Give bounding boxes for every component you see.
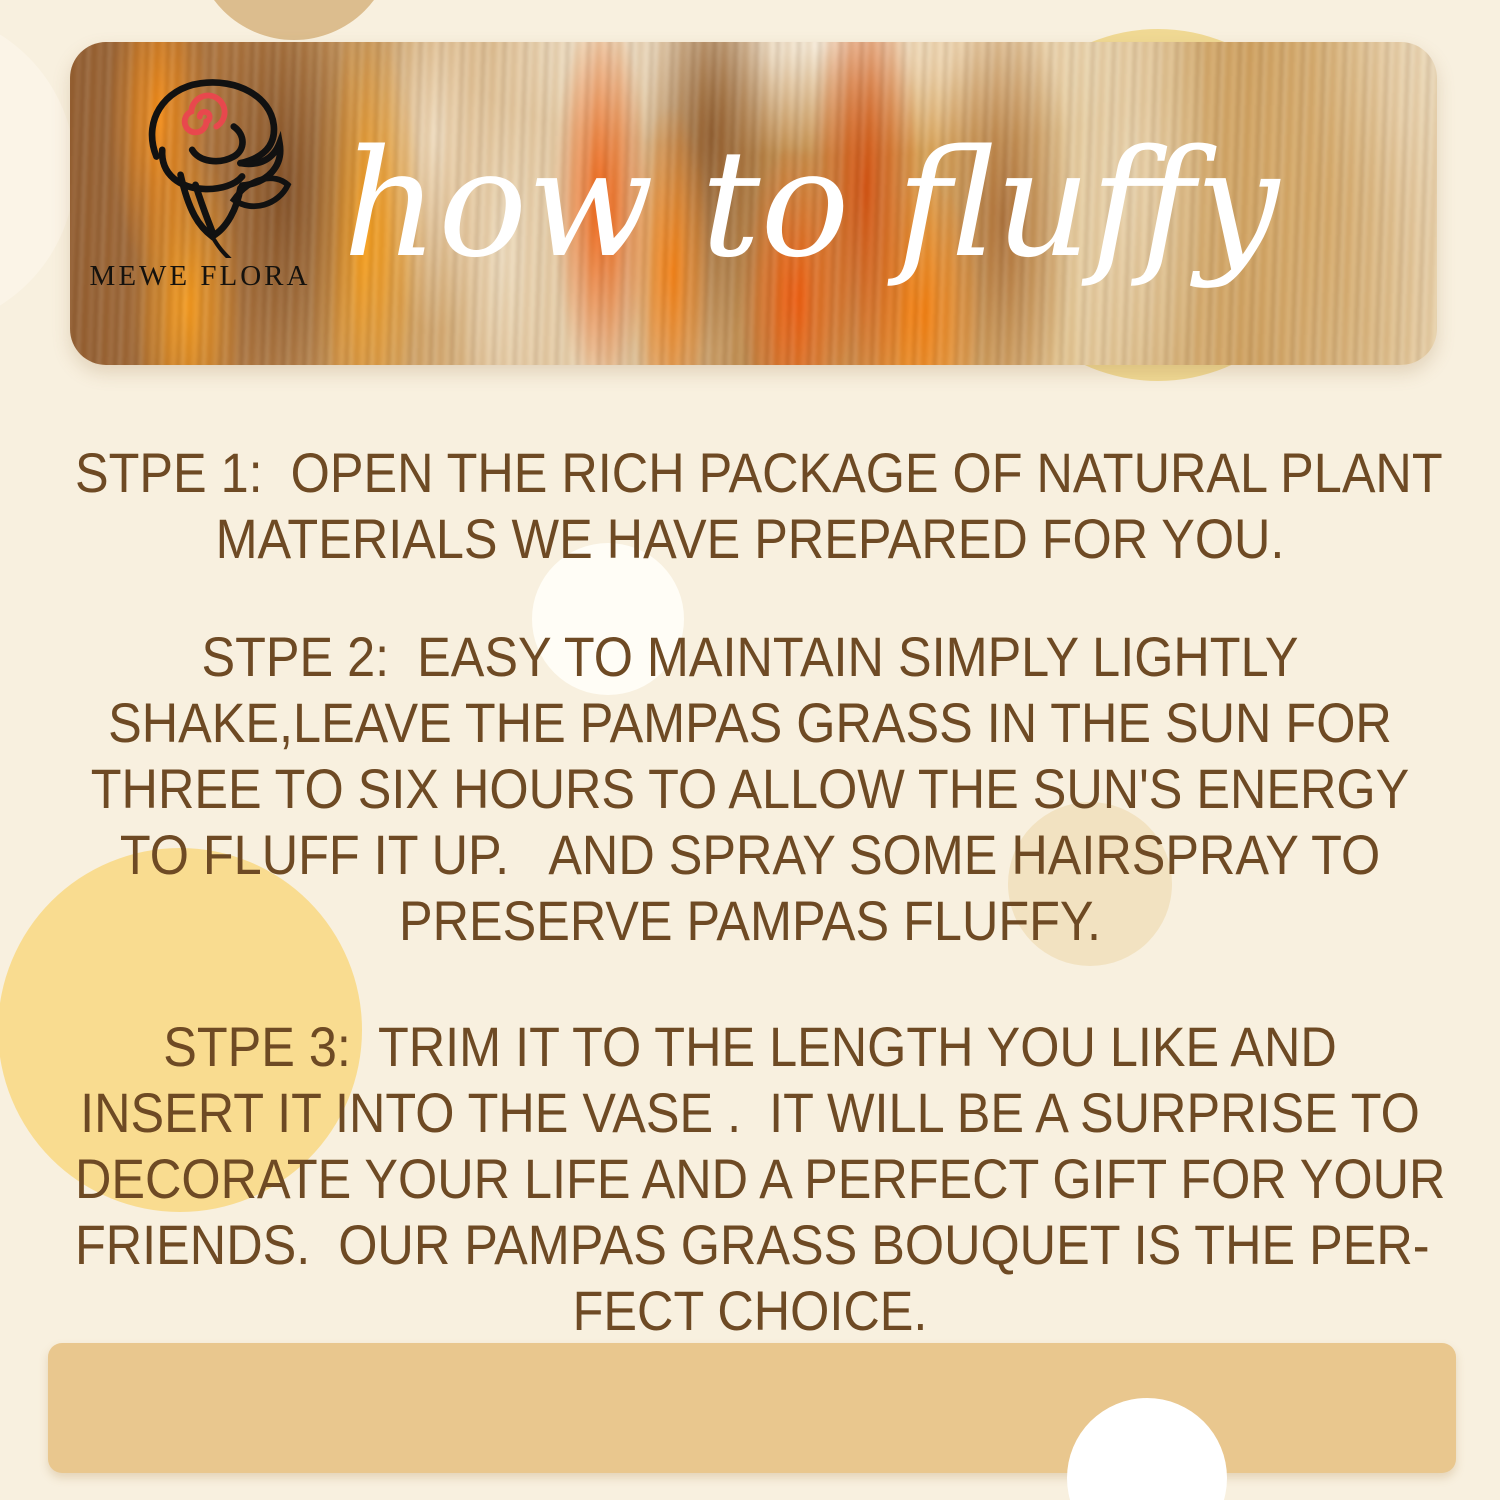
step-3-paragraph [0,1014,1500,1344]
step-2-line: THREE TO SIX HOURS TO ALLOW THE SUN'S ENERGY [90,757,1410,820]
bottom-bar [48,1343,1456,1473]
step-2-line: SHAKE,LEAVE THE PAMPAS GRASS IN THE SUN FOR [108,691,1392,754]
decor-circle-top-center [194,0,394,40]
step-3-line: FECT CHOICE. [572,1279,928,1342]
step-2-line: TO FLUFF IT UP. AND SPRAY SOME HAIRSPRAY TO [119,823,1381,886]
step-2-line: STPE 2: EASY TO MAINTAIN SIMPLY LIGHTLY [201,625,1299,688]
rose-icon [93,50,308,258]
header-banner [70,42,1437,365]
step-3-line: INSERT IT INTO THE VASE . IT WILL BE A SURPRISE TO [80,1081,1420,1144]
step-1-line: STPE 1: OPEN THE RICH PACKAGE OF NATURAL PLANT [75,441,1443,504]
step-1-paragraph [0,440,1500,572]
step-3-line: DECORATE YOUR LIFE AND A PERFECT GIFT FOR YOUR [75,1147,1446,1210]
step-1-line: MATERIALS WE HAVE PREPARED FOR YOU. [215,507,1285,570]
step-3-line: FRIENDS. OUR PAMPAS GRASS BOUQUET IS THE PER- [75,1213,1430,1276]
step-2-paragraph [0,624,1500,954]
banner-script-title: how to fluffy [342,117,1280,290]
decor-circle-left-edge [0,10,75,330]
brand-name: MEWE FLORA [89,260,311,292]
step-3-line: STPE 3: TRIM IT TO THE LENGTH YOU LIKE AND [163,1015,1337,1078]
step-2-line: PRESERVE PAMPAS FLUFFY. [398,889,1102,952]
brand-logo [82,50,318,293]
